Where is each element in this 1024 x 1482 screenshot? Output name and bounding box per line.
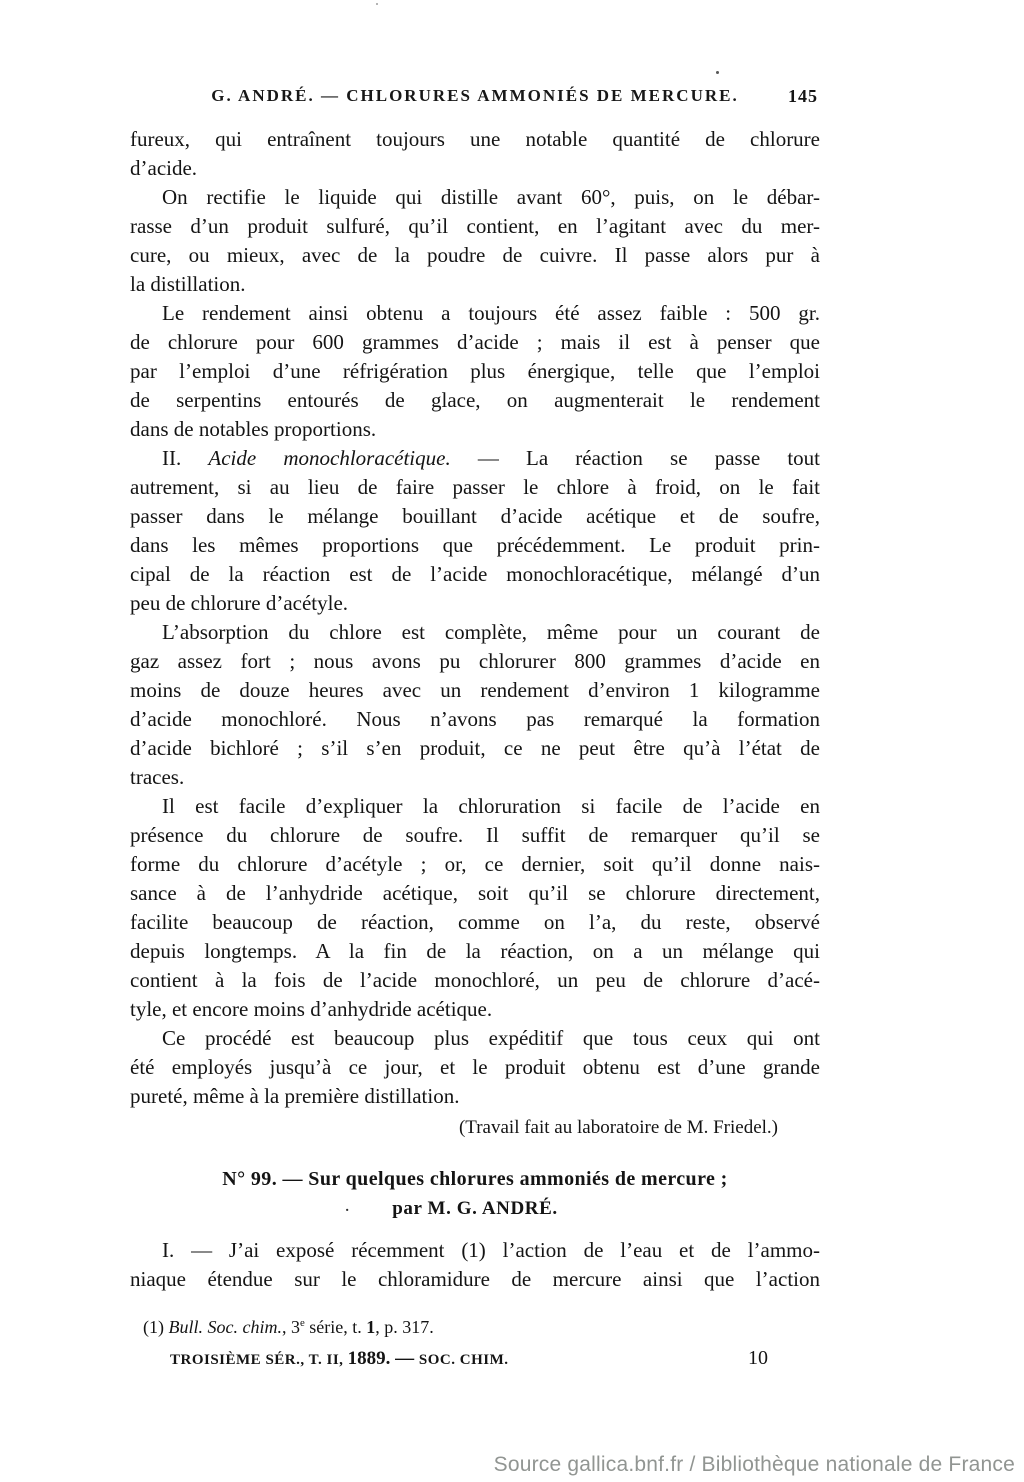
text-line: contient à la fois de l’acide monochloré, un peu de chlorure d’acé- xyxy=(130,968,820,992)
text-line: rasse d’un produit sulfuré, qu’il contient, en l’agitant avec du mer- xyxy=(130,214,820,238)
text-line: la distillation. xyxy=(130,272,246,296)
text-line: peu de chlorure d’acétyle. xyxy=(130,591,349,615)
text-line: facilite beaucoup de réaction, comme on l’a, du reste, observé xyxy=(130,910,820,934)
text-line: Il est facile d’expliquer la chloruration si facile de l’acide en xyxy=(162,794,820,818)
text-line: Le rendement ainsi obtenu a toujours été assez faible : 500 gr. xyxy=(162,301,820,325)
text-line: tyle, et encore moins d’anhydride acétique. xyxy=(130,997,493,1021)
text-line: On rectifie le liquide qui distille avant 60°, puis, on le débar- xyxy=(162,185,820,209)
text-line: traces. xyxy=(130,765,185,789)
text-line: L’absorption du chlore est complète, même pour un courant de xyxy=(162,620,820,644)
scan-artifact-dot: · xyxy=(344,1200,351,1221)
text-line: fureux, qui entraînent toujours une notable quantité de chlorure xyxy=(130,127,820,151)
text-line: présence du chlorure de soufre. Il suffit de remarquer qu’il se xyxy=(130,823,820,847)
text-line: d’acide. xyxy=(130,156,198,180)
page-number: 145 xyxy=(788,86,818,106)
text-line: niaque étendue sur le chloramidure de mercure ainsi que l’action xyxy=(130,1267,820,1291)
paragraph xyxy=(130,125,820,183)
section-byline xyxy=(130,1198,820,1220)
text-line: Ce procédé est beaucoup plus expéditif que tous ceux qui ont xyxy=(162,1026,820,1050)
footnote: (1) Bull. Soc. chim., 3e série, t. 1, p. 317. xyxy=(143,1317,434,1337)
intro-paragraph xyxy=(130,1236,820,1294)
text-line: d’acide bichloré ; s’il s’en produit, ce ne peut être qu’à l’état de xyxy=(130,736,820,760)
text-line: autrement, si au lieu de faire passer le chlore à froid, on le fait xyxy=(130,475,820,499)
text-line: sance à de l’anhydride acétique, soit qu’il se chlorure directement, xyxy=(130,881,820,905)
paragraph xyxy=(130,444,820,618)
text-line: depuis longtemps. A la fin de la réaction, on a un mélange qui xyxy=(130,939,820,963)
text-line: de serpentins entourés de glace, on augmenterait le rendement xyxy=(130,388,820,412)
paragraph xyxy=(130,299,820,444)
text-line: forme du chlorure d’acétyle ; or, ce dernier, soit qu’il donne nais- xyxy=(130,852,820,876)
text-line: I. — J’ai exposé récemment (1) l’action de l’eau et de l’ammo- xyxy=(162,1238,820,1262)
imprint-row xyxy=(130,1347,820,1370)
text-line: moins de douze heures avec un rendement d’environ 1 kilogramme xyxy=(130,678,820,702)
text-line: d’acide monochloré. Nous n’avons pas remarqué la formation xyxy=(130,707,820,731)
text-line: pureté, même à la première distillation. xyxy=(130,1084,460,1108)
text-line: cipal de la réaction est de l’acide monochloracétique, mélangé d’un xyxy=(130,562,820,586)
attribution-line: (Travail fait au laboratoire de M. Friedel.) xyxy=(458,1117,778,1138)
text-line: dans les mêmes proportions que précédemment. Le produit prin- xyxy=(130,533,820,557)
section-heading xyxy=(130,1168,820,1220)
section-byline-text: par M. G. ANDRÉ. xyxy=(392,1198,558,1219)
scan-artifact-dot xyxy=(716,71,719,74)
text-line: par l’emploi d’une réfrigération plus énergique, telle que l’emploi xyxy=(130,359,820,383)
text-line: II. Acide monochloracétique. — La réaction se passe tout xyxy=(162,446,820,470)
gallica-source-line: Source gallica.bnf.fr / Bibliothèque nationale de France xyxy=(493,1453,1015,1476)
paragraph xyxy=(130,1024,820,1111)
text-line: gaz assez fort ; nous avons pu chlorurer 800 grammes d’acide en xyxy=(130,649,820,673)
text-line: été employés jusqu’à ce jour, et le produit obtenu est d’une grande xyxy=(130,1055,820,1079)
signature-number: 10 xyxy=(748,1347,768,1369)
body-text xyxy=(130,125,820,1111)
paragraph xyxy=(130,618,820,792)
text-line: passer dans le mélange bouillant d’acide acétique et de soufre, xyxy=(130,504,820,528)
text-line: dans de notables proportions. xyxy=(130,417,377,441)
text-line: cure, ou mieux, avec de la poudre de cuivre. Il passe alors pur à xyxy=(130,243,820,267)
text-line: de chlorure pour 600 grammes d’acide ; mais il est à penser que xyxy=(130,330,820,354)
running-head xyxy=(130,86,820,108)
paragraph xyxy=(130,1236,820,1294)
paragraph xyxy=(130,183,820,299)
scan-artifact-dot xyxy=(376,3,378,5)
imprint: TROISIÈME SÉR., T. II, 1889. — SOC. CHIM. xyxy=(170,1348,509,1369)
running-head-title: G. ANDRÉ. — CHLORURES AMMONIÉS DE MERCURE. xyxy=(211,86,739,105)
paragraph xyxy=(130,792,820,1024)
section-title: N° 99. — Sur quelques chlorures ammoniés de mercure ; xyxy=(222,1168,728,1190)
